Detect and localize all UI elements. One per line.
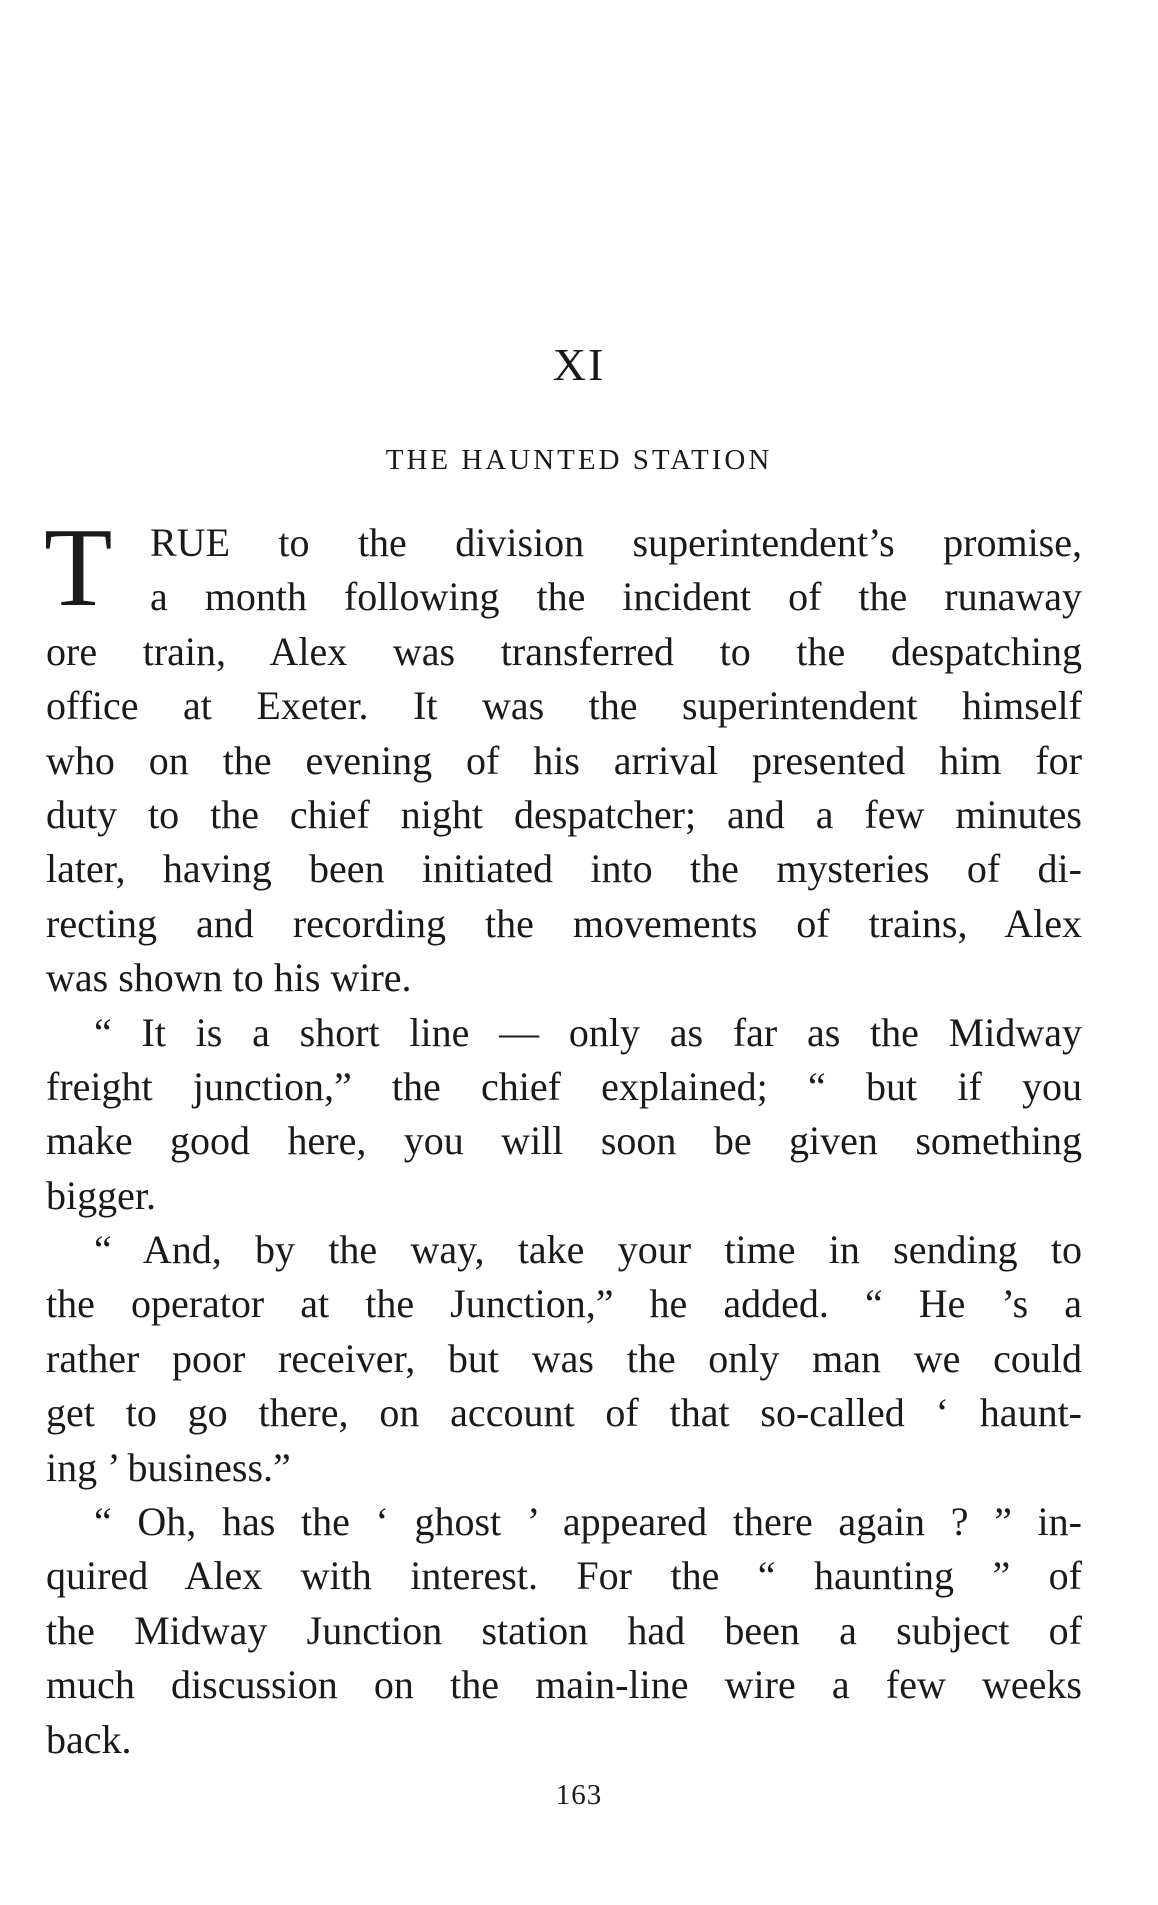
text-line: back. [46, 1716, 132, 1762]
body-text [44, 506, 1082, 1767]
text-line: quired Alex with interest. For the “ haunting ” of [46, 1553, 1082, 1599]
drop-cap: T [44, 506, 113, 630]
text-line: much discussion on the main-line wire a few weeks [46, 1662, 1082, 1708]
text-line: ore train, Alex was transferred to the despatching [46, 628, 1082, 674]
text-line: rather poor receiver, but was the only man we could [46, 1335, 1082, 1381]
page-number: 163 [555, 1779, 603, 1811]
text-line: the Midway Junction station had been a subject of [46, 1607, 1082, 1653]
text-line: “ And, by the way, take your time in sending to [94, 1227, 1082, 1273]
text-line: duty to the chief night despatcher; and a few minutes [46, 791, 1082, 837]
chapter-title: THE HAUNTED STATION [385, 444, 773, 476]
text-line: office at Exeter. It was the superintendent himself [46, 683, 1082, 729]
text-line: was shown to his wire. [46, 955, 412, 1001]
text-line: freight junction,” the chief explained; “ but if you [46, 1063, 1082, 1109]
text-line: a month following the incident of the runaway [150, 574, 1082, 620]
text-line: ing ’ business.” [46, 1444, 291, 1490]
text-line: “ Oh, has the ‘ ghost ’ appeared there again ? ” in- [94, 1499, 1082, 1545]
text-line: the operator at the Junction,” he added. “ He ’s a [46, 1281, 1082, 1327]
text-line: get to go there, on account of that so-called ‘ haunt- [46, 1390, 1082, 1436]
chapter-number: XI [552, 339, 606, 390]
text-line: later, having been initiated into the mysteries of di- [46, 846, 1082, 892]
text-line: recting and recording the movements of trains, Alex [46, 900, 1082, 946]
text-line: bigger. [46, 1172, 156, 1218]
text-line: who on the evening of his arrival presented him for [46, 737, 1082, 783]
text-line: “ It is a short line — only as far as the Midway [94, 1009, 1082, 1055]
text-line: RUE to the division superintendent’s promise, [150, 520, 1082, 565]
text-line: make good here, you will soon be given something [46, 1118, 1082, 1164]
